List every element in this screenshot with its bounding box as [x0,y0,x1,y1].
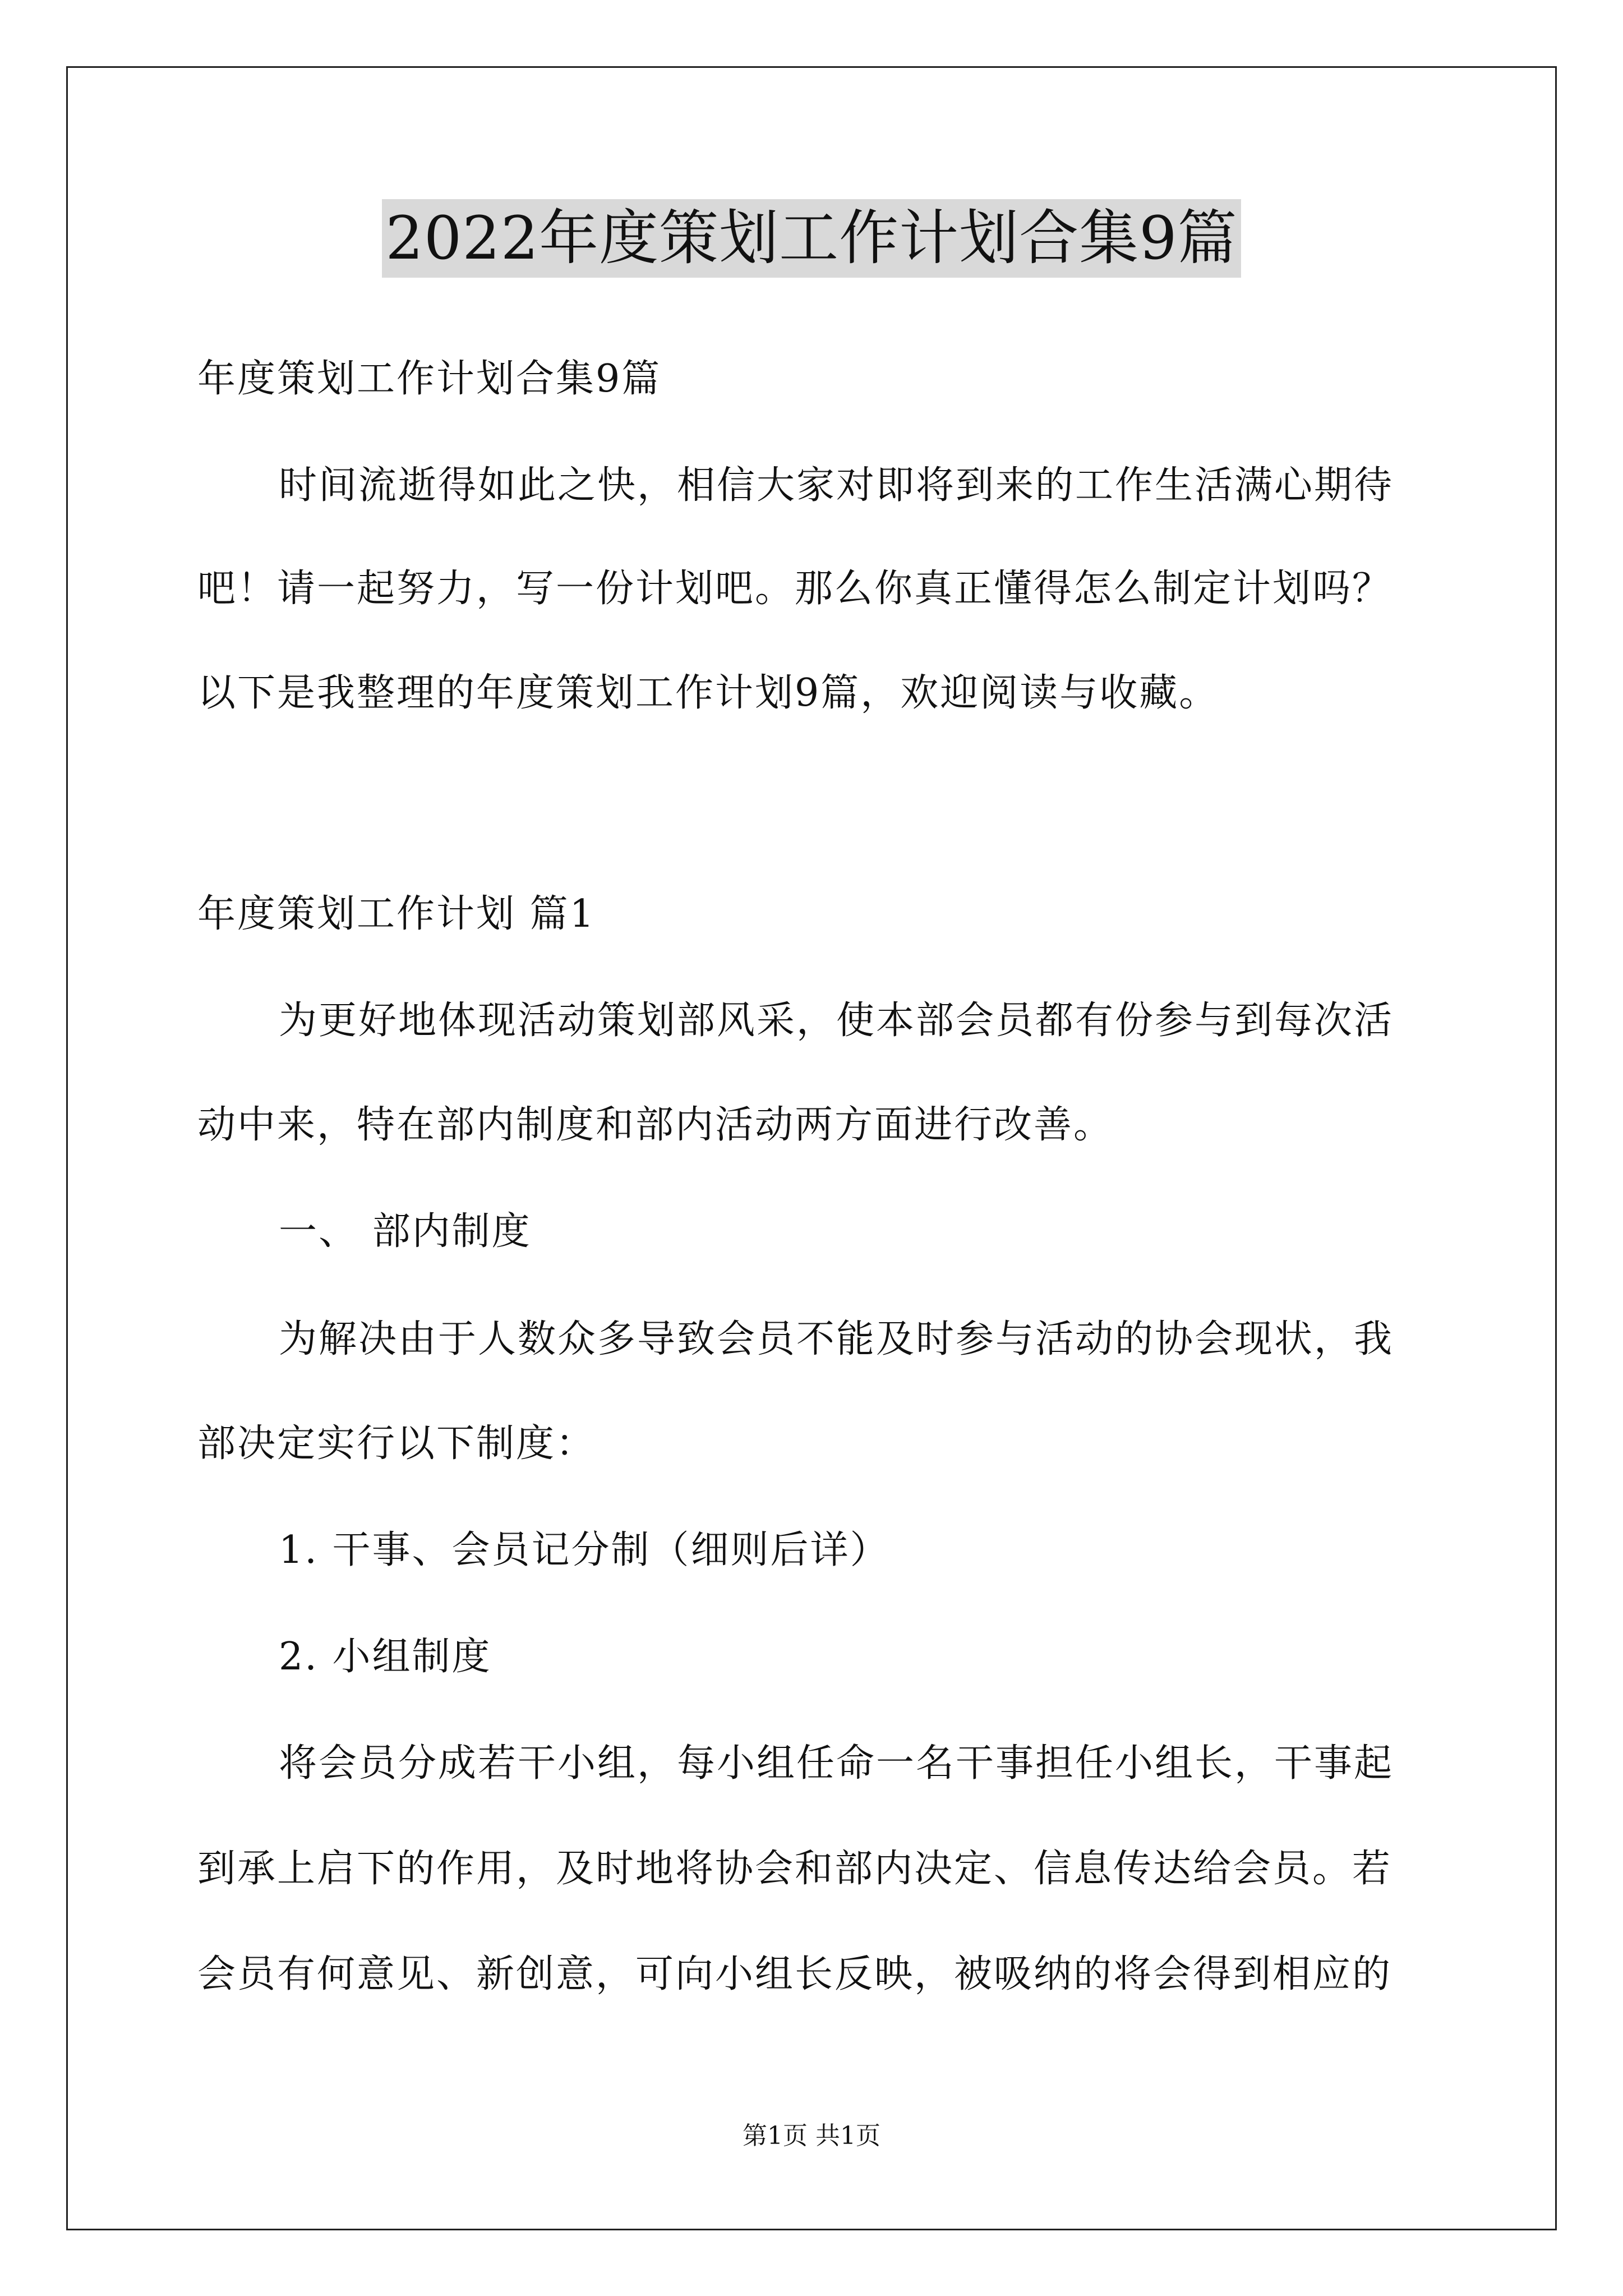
title-area [0,199,1623,278]
document-subtitle: 年度策划工作计划合集9篇 [197,357,662,401]
intro-line-1: 时间流逝得如此之快，相信大家对即将到来的工作生活满心期待 [279,463,1394,508]
section-intro-line-1: 为更好地体现活动策划部风采，使本部会员都有份参与到每次活 [279,999,1394,1043]
list-item-2: 2. 小组制度 [279,1635,492,1679]
section-heading: 年度策划工作计划 篇1 [197,892,596,936]
group-text-line-2: 到承上启下的作用，及时地将协会和部内决定、信息传达给会员。若 [197,1847,1393,1891]
intro-line-3: 以下是我整理的年度策划工作计划9篇，欢迎阅读与收藏。 [197,671,1219,715]
part-heading: 一、 部内制度 [279,1209,532,1254]
part-intro-line-2: 部决定实行以下制度： [197,1421,596,1466]
document-title: 2022年度策划工作计划合集9篇 [382,199,1241,278]
intro-line-2: 吧！请一起努力，写一份计划吧。那么你真正懂得怎么制定计划吗？ [197,567,1393,611]
section-intro-line-2: 动中来，特在部内制度和部内活动两方面进行改善。 [197,1103,1114,1147]
group-text-line-3: 会员有何意见、新创意，可向小组长反映，被吸纳的将会得到相应的 [197,1952,1393,1996]
list-item-1: 1. 干事、会员记分制（细则后详） [279,1528,890,1572]
part-intro-line-1: 为解决由于人数众多导致会员不能及时参与活动的协会现状，我 [279,1317,1394,1361]
page-footer: 第1页 共1页 [743,2122,880,2150]
group-text-line-1: 将会员分成若干小组，每小组任命一名干事担任小组长，干事起 [279,1741,1394,1786]
